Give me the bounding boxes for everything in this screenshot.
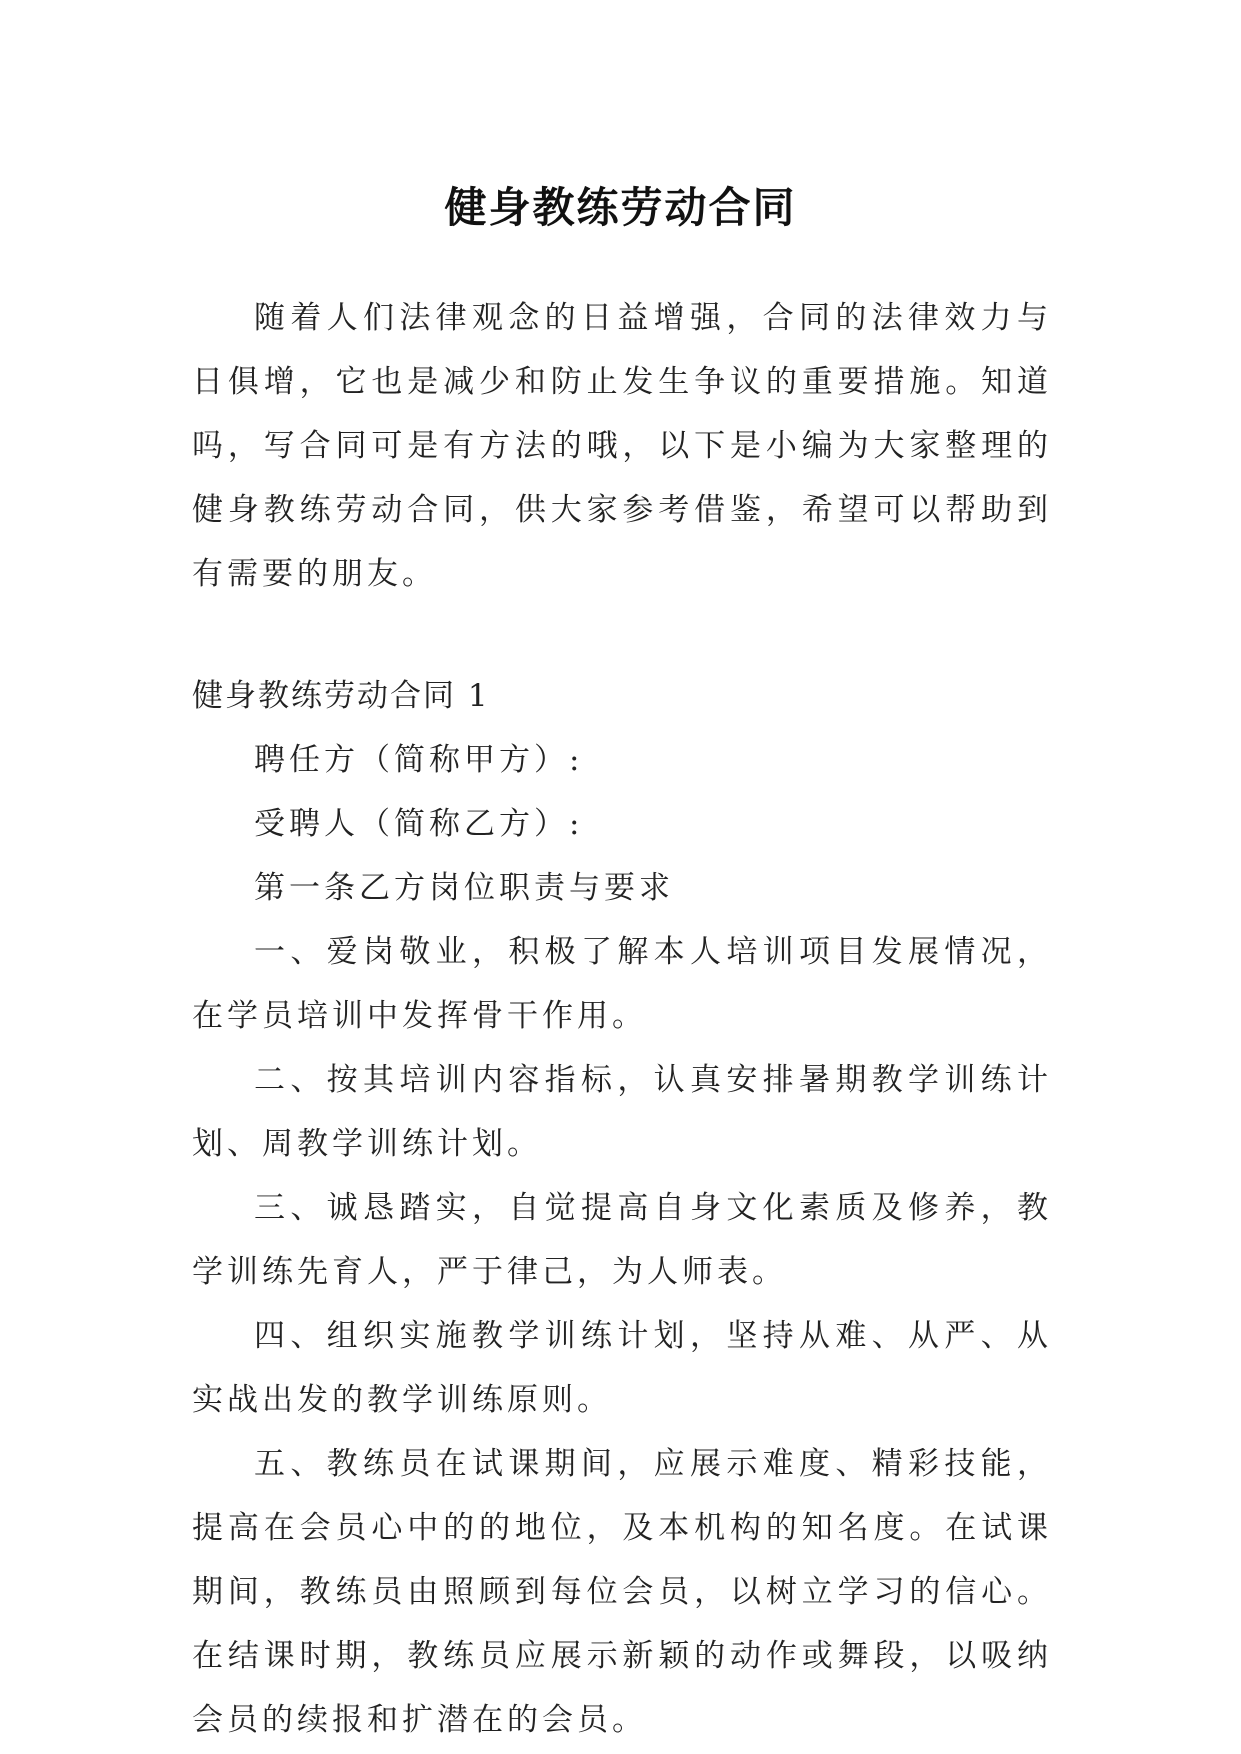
section-heading: 健身教练劳动合同 1	[192, 678, 490, 714]
document-title: 健身教练劳动合同	[444, 183, 797, 233]
duty-item-2: 二、按其培训内容指标，认真安排暑期教学训练计划、周教学训练计划。	[192, 1062, 1052, 1162]
document-body	[192, 286, 1052, 1752]
article-heading: 第一条乙方岗位职责与要求	[254, 870, 674, 906]
duty-item-4: 四、组织实施教学训练计划，坚持从难、从严、从实战出发的教学训练原则。	[192, 1318, 1052, 1418]
employer-line: 聘任方（简称甲方）:	[254, 742, 584, 778]
duty-item-3: 三、诚恳踏实，自觉提高自身文化素质及修养，教学训练先育人，严于律己，为人师表。	[192, 1190, 1052, 1290]
intro-paragraph: 随着人们法律观念的日益增强，合同的法律效力与日俱增，它也是减少和防止发生争议的重要措施。知道吗，写合同可是有方法的哦，以下是小编为大家整理的健身教练劳动合同，供大家参考借鉴，希望可以帮助到有需要的朋友。	[192, 300, 1052, 592]
duty-item-5: 五、教练员在试课期间，应展示难度、精彩技能，提高在会员心中的的地位，及本机构的知名度。在试课期间，教练员由照顾到每位会员，以树立学习的信心。在结课时期，教练员应展示新颖的动作或舞段，以吸纳会员的续报和扩潜在的会员。	[192, 1446, 1052, 1738]
duty-item-1: 一、爱岗敬业，积极了解本人培训项目发展情况，在学员培训中发挥骨干作用。	[192, 934, 1052, 1034]
employee-line: 受聘人（简称乙方）:	[254, 806, 584, 842]
